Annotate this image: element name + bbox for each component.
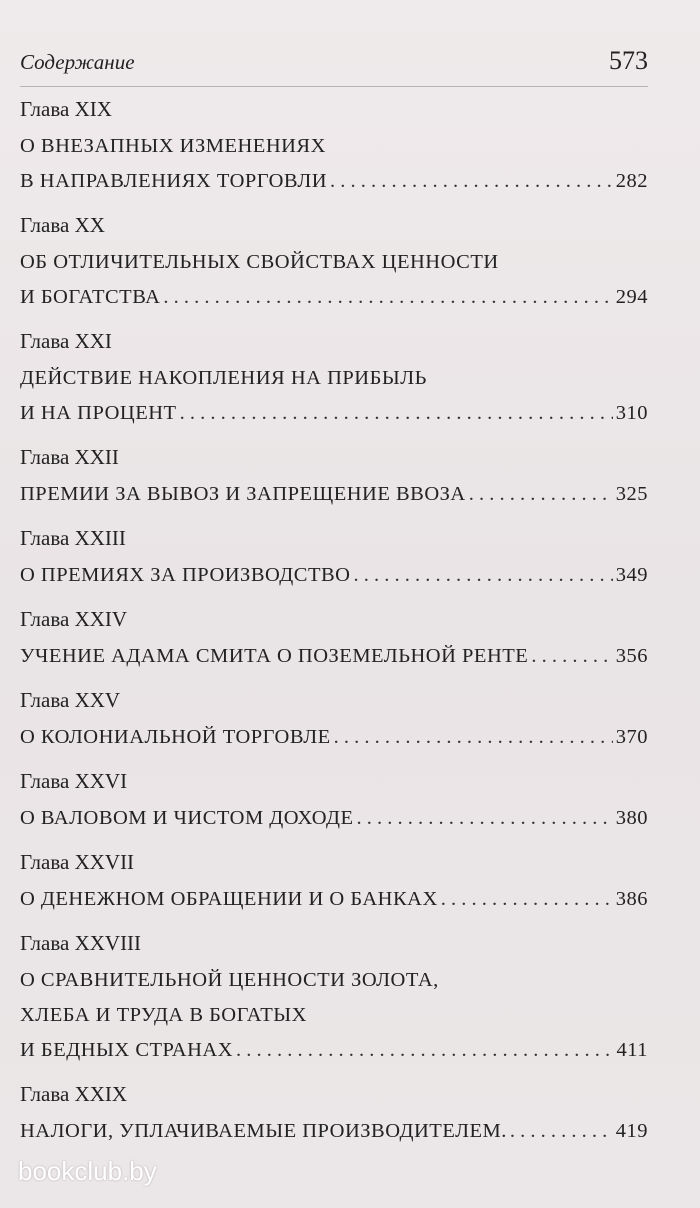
chapter-label: Глава XXI: [20, 329, 112, 353]
chapter-title-line: [20, 477, 648, 512]
chapter-title-line: ХЛЕБА И ТРУДА В БОГАТЫХ: [20, 1004, 307, 1026]
chapter-title-text: В НАПРАВЛЕНИЯХ ТОРГОВЛИ: [20, 170, 328, 192]
chapter-label: Глава XXIV: [20, 607, 128, 631]
chapter-title-text: О ВАЛОВОМ И ЧИСТОМ ДОХОДЕ: [20, 807, 354, 829]
header-divider: [20, 86, 648, 87]
chapter-label: Глава XIX: [20, 97, 112, 121]
chapter-label: Глава XXVIII: [20, 931, 142, 955]
toc-entry: [20, 766, 648, 836]
dot-leader: [236, 1033, 613, 1068]
chapter-title-text: О ДЕНЕЖНОМ ОБРАЩЕНИИ И О БАНКАХ: [20, 888, 438, 910]
chapter-title-line: [20, 801, 648, 836]
chapter-title-text: И НА ПРОЦЕНТ: [20, 402, 177, 424]
chapter-title-line: [20, 882, 648, 917]
chapter-page-number: 419: [615, 1120, 648, 1142]
chapter-page-number: 380: [615, 807, 648, 829]
chapter-page-number: 349: [615, 564, 648, 586]
dot-leader: [334, 720, 613, 755]
chapter-title-line: [20, 280, 648, 315]
chapter-page-number: 370: [615, 726, 648, 748]
chapter-title-text: О ПРЕМИЯХ ЗА ПРОИЗВОДСТВО: [20, 564, 351, 586]
running-header: [20, 46, 648, 76]
chapter-page-number: 386: [615, 888, 648, 910]
chapter-title-text: ПРЕМИИ ЗА ВЫВОЗ И ЗАПРЕЩЕНИЕ ВВОЗА: [20, 483, 466, 505]
page-number: 573: [609, 46, 648, 75]
toc-entry: [20, 326, 648, 431]
chapter-page-number: 294: [615, 286, 648, 308]
chapter-title-line: [20, 164, 648, 199]
chapter-page-number: 282: [615, 170, 648, 192]
chapter-title-line: [20, 1114, 648, 1149]
chapter-title-text: И БЕДНЫХ СТРАНАХ: [20, 1039, 234, 1061]
chapter-page-number: 411: [616, 1039, 648, 1061]
chapter-label: Глава XX: [20, 213, 105, 237]
dot-leader: [353, 558, 612, 593]
chapter-title-line: О СРАВНИТЕЛЬНОЙ ЦЕННОСТИ ЗОЛОТА,: [20, 969, 439, 991]
toc-entry: [20, 847, 648, 917]
table-of-contents: [20, 94, 648, 1160]
dot-leader: [357, 801, 613, 836]
chapter-title-line: [20, 396, 648, 431]
chapter-title-line: ОБ ОТЛИЧИТЕЛЬНЫХ СВОЙСТВАХ ЦЕННОСТИ: [20, 251, 499, 273]
dot-leader: [510, 1114, 613, 1149]
chapter-title-text: НАЛОГИ, УПЛАЧИВАЕМЫЕ ПРОИЗВОДИТЕЛЕМ.: [20, 1120, 507, 1142]
chapter-title-line: [20, 1033, 648, 1068]
dot-leader: [441, 882, 613, 917]
dot-leader: [163, 280, 612, 315]
dot-leader: [330, 164, 613, 199]
chapter-page-number: 325: [615, 483, 648, 505]
chapter-page-number: 310: [615, 402, 648, 424]
toc-entry: [20, 523, 648, 593]
chapter-label: Глава XXV: [20, 688, 121, 712]
dot-leader: [531, 639, 612, 674]
chapter-label: Глава XXVI: [20, 769, 128, 793]
dot-leader: [180, 396, 613, 431]
chapter-label: Глава XXVII: [20, 850, 135, 874]
watermark: bookclub.by: [18, 1156, 157, 1186]
chapter-label: Глава XXIX: [20, 1082, 128, 1106]
chapter-title-text: И БОГАТСТВА: [20, 286, 161, 308]
chapter-label: Глава XXIII: [20, 526, 126, 550]
toc-entry: [20, 1079, 648, 1149]
chapter-title-line: ДЕЙСТВИЕ НАКОПЛЕНИЯ НА ПРИБЫЛЬ: [20, 367, 427, 389]
chapter-title-text: УЧЕНИЕ АДАМА СМИТА О ПОЗЕМЕЛЬНОЙ РЕНТЕ: [20, 645, 529, 667]
chapter-label: Глава XXII: [20, 445, 119, 469]
toc-entry: [20, 94, 648, 199]
toc-entry: [20, 604, 648, 674]
chapter-page-number: 356: [615, 645, 648, 667]
chapter-title-line: [20, 558, 648, 593]
toc-entry: [20, 685, 648, 755]
chapter-title-line: О ВНЕЗАПНЫХ ИЗМЕНЕНИЯХ: [20, 135, 326, 157]
dot-leader: [469, 477, 613, 512]
toc-entry: [20, 210, 648, 315]
section-title: Содержание: [20, 50, 135, 74]
toc-entry: [20, 442, 648, 512]
chapter-title-line: [20, 720, 648, 755]
toc-entry: [20, 928, 648, 1068]
chapter-title-line: [20, 639, 648, 674]
chapter-title-text: О КОЛОНИАЛЬНОЙ ТОРГОВЛЕ: [20, 726, 331, 748]
